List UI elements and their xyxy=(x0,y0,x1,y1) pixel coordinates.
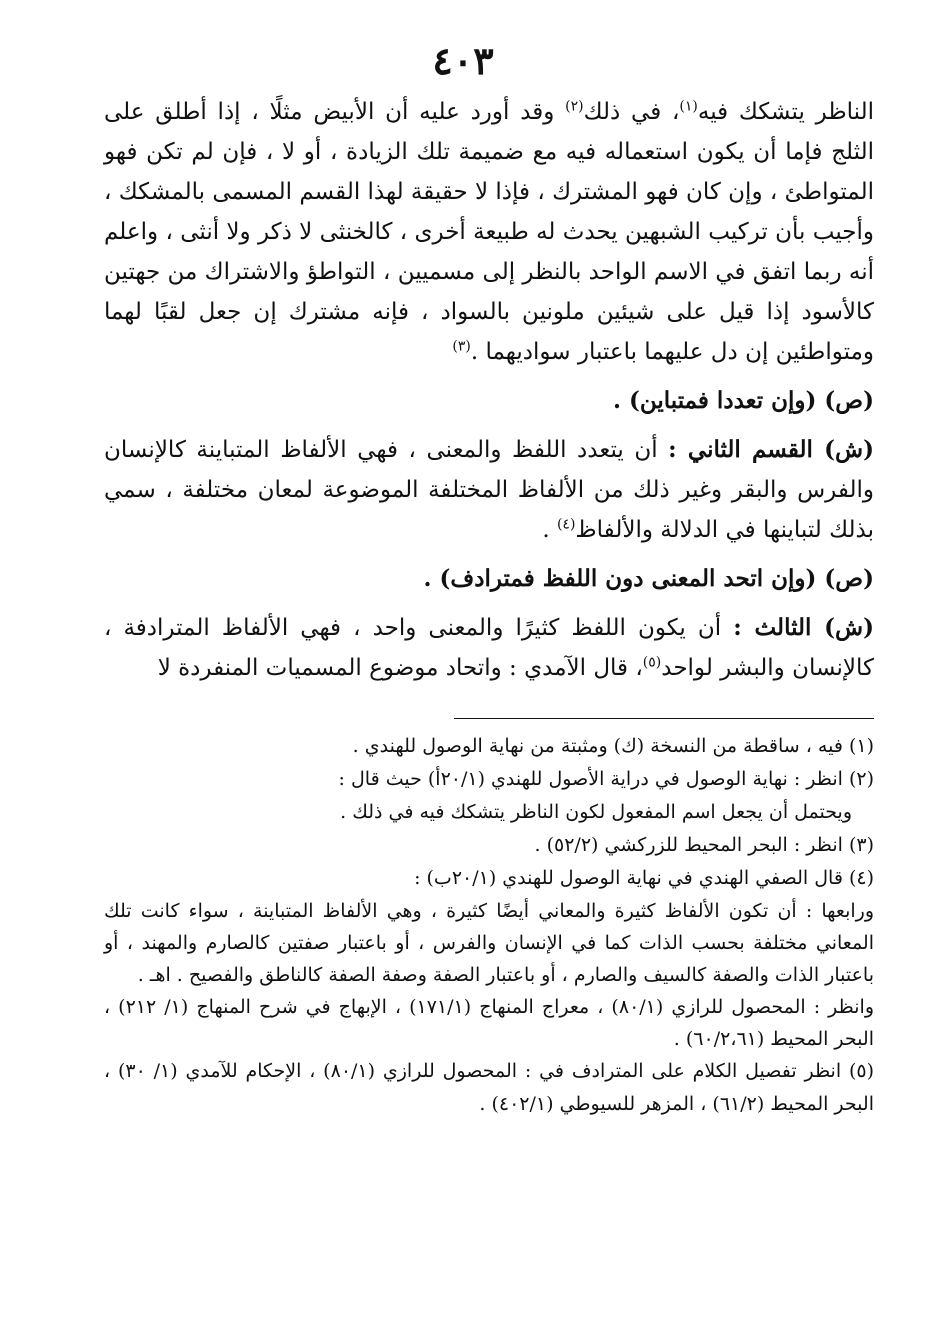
footnote-4-quote: ورابعها : أن تكون الألفاظ كثيرة والمعاني أيضًا كثيرة ، وهي الألفاظ المتباينة ، سواء كانت تلك المعاني مختلفة بحسب الذات كما في الإنسان والفرس ، أو باعتبار صفتين كالصارم والمهند ، أو باعتبار الذات والصفة كالسيف والصارم ، أو باعتبار الصفة وصفة الصفة كالناطق والفصيح . اهـ . xyxy=(104,900,874,986)
matn-heading-mutaradif: (ص) (وإن اتحد المعنى دون اللفظ فمترادف) . xyxy=(423,565,874,592)
footnote-divider xyxy=(454,718,874,719)
paragraph-mutaradif xyxy=(104,608,874,688)
footnote-marker: (٣) xyxy=(452,338,471,355)
page-number: ٤٠٣ xyxy=(432,38,494,83)
paragraph-text: أن يتعدد اللفظ والمعنى ، فهي الألفاظ المتباينة كالإنسان والفرس والبقر وغير ذلك من الألفاظ المختلفة الموضوعة لمعان مختلفة ، سمي بذلك لتباينها في الدلالة والألفاظ xyxy=(104,437,874,543)
footnote-marker: (٢) xyxy=(565,98,584,115)
sharh-lead: (ش) القسم الثاني : xyxy=(668,436,874,463)
footnote-2: (٢) انظر : نهاية الوصول في دراية الأصول للهندي (٢٠/١أ) حيث قال : xyxy=(338,768,874,790)
footnote-3: (٣) انظر : البحر المحيط للزركشي (٥٢/٢) . xyxy=(534,834,874,856)
footnote-marker: (١) xyxy=(679,98,698,115)
paragraph-text: أن يكون اللفظ كثيرًا والمعنى واحد ، فهي الألفاظ المترادفة ، كالإنسان والبشر لواحد xyxy=(104,615,874,681)
paragraph-mutabayin xyxy=(104,430,874,550)
sharh-lead: (ش) الثالث : xyxy=(733,614,874,641)
footnote-1: (١) فيه ، ساقطة من النسخة (ك) ومثبتة من نهاية الوصول للهندي . xyxy=(352,735,874,757)
main-text xyxy=(104,92,874,688)
paragraph-text: . xyxy=(542,517,557,543)
footnote-marker: (٤) xyxy=(556,516,576,533)
footnotes-section xyxy=(104,730,874,1121)
footnote-2-quote: ويحتمل أن يجعل اسم المفعول لكون الناظر يتشكك فيه في ذلك . xyxy=(340,801,852,823)
footnote-5: (٥) انظر تفصيل الكلام على المترادف في : المحصول للرازي (٨٠/١) ، الإحكام للآمدي (١/ ٣٠) ، البحر المحيط (٦١/٢) ، المزهر للسيوطي (٤٠٢/١) . xyxy=(104,1060,874,1115)
paragraph-mushakkak xyxy=(104,92,874,372)
paragraph-text: ، قال الآمدي : واتحاد موضوع المسميات المنفردة لا xyxy=(157,655,643,681)
footnote-4: (٤) قال الصفي الهندي في نهاية الوصول للهندي (٢٠/١ب) : xyxy=(414,867,874,889)
paragraph-text: ، في ذلك xyxy=(583,99,680,125)
paragraph-text: الناظر يتشكك فيه xyxy=(697,99,874,125)
paragraph-text: وقد أورد عليه أن الأبيض مثلًا ، إذا أطلق على الثلج فإما أن يكون استعماله فيه مع ضميمة تلك الزيادة ، أو لا ، فإن لم تكن فهو المتواطئ ، وإن كان فهو المشترك ، فإذا لا حقيقة لهذا القسم المسمى بالمشكك ، وأجيب بأن تركيب الشبهين يحدث له طبيعة أخرى ، كالخنثى لا ذكر ولا أنثى ، واعلم أنه ربما اتفق في الاسم الواحد بالنظر إلى مسميين ، التواطؤ والاشتراك من جهتين كالأسود إذا قيل على شيئين ملونين بالسواد ، فإنه مشترك إن جعل لقبًا لهما ومتواطئين إن دل عليهما باعتبار سواديهما . xyxy=(104,99,874,365)
footnote-marker: (٥) xyxy=(642,654,662,671)
footnote-4-refs: وانظر : المحصول للرازي (٨٠/١) ، معراج المنهاج (١٧١/١) ، الإبهاج في شرح المنهاج (١/ ٢١٢) ، البحر المحيط (٦٠/٢،٦١) . xyxy=(104,996,874,1050)
matn-heading-mutabayin: (ص) (وإن تعددا فمتباين) . xyxy=(612,387,874,414)
